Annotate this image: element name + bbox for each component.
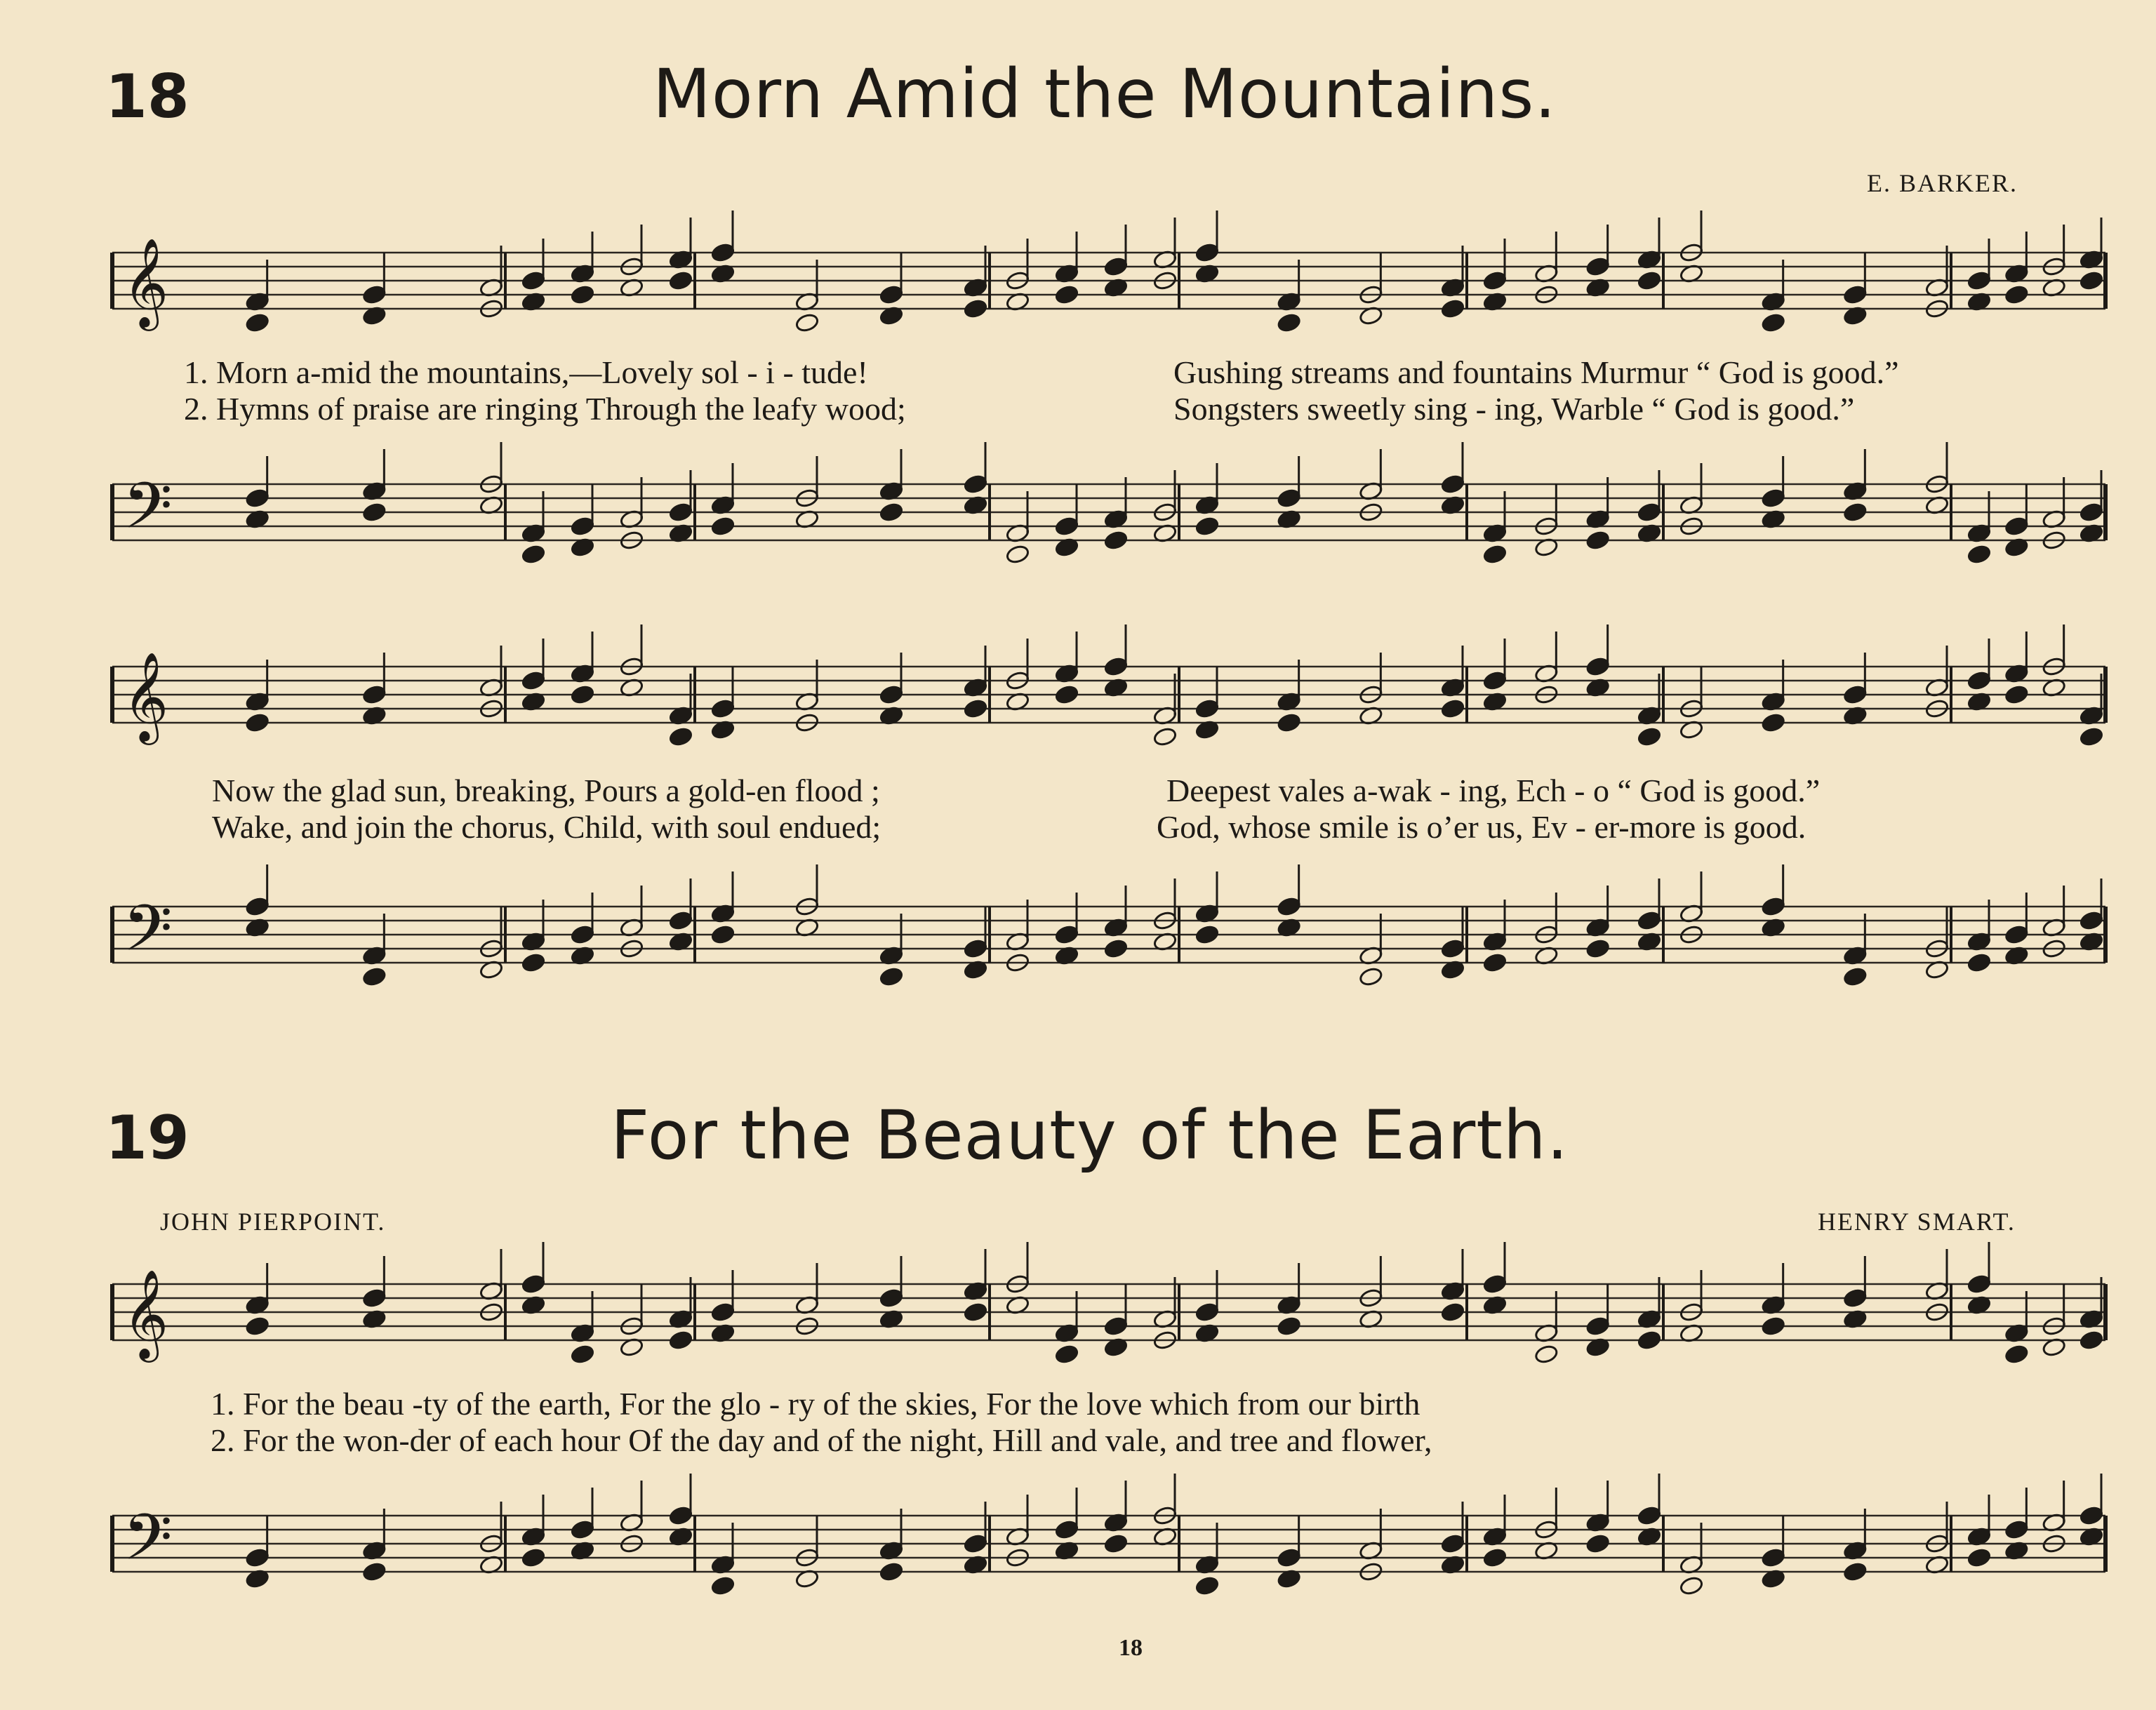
music-staff	[0, 886, 2156, 984]
music-staff	[0, 463, 2156, 561]
svg-text:𝄞: 𝄞	[123, 651, 169, 741]
svg-text:𝄢: 𝄢	[123, 1500, 173, 1590]
composer-credit: HENRY SMART.	[1818, 1208, 2016, 1236]
svg-text:𝄢: 𝄢	[123, 891, 173, 981]
lyric-line: 1. Morn a-mid the mountains,—Lovely sol - i - tude!	[184, 354, 868, 390]
music-staff	[0, 1495, 2156, 1593]
music-staff	[0, 646, 2156, 744]
music-staff	[0, 1263, 2156, 1361]
hymn-number: 19	[105, 1103, 189, 1173]
lyric-line: 2. Hymns of praise are ringing Through the leafy wood;	[184, 391, 906, 427]
hymn-title: For the Beauty of the Earth.	[611, 1096, 1569, 1175]
lyric-line: Now the glad sun, breaking, Pours a gold-en flood ;	[212, 773, 880, 808]
svg-text:𝄢: 𝄢	[123, 469, 173, 559]
lyric-line: 2. For the won-der of each hour Of the day and of the night, Hill and vale, and tree and flower,	[211, 1422, 1432, 1458]
music-staff	[0, 232, 2156, 330]
lyric-line: God, whose smile is o’er us, Ev - er-more is good.	[1157, 809, 1806, 845]
hymn-title: Morn Amid the Mountains.	[653, 55, 1557, 133]
svg-text:𝄞: 𝄞	[123, 1269, 169, 1358]
hymn-number: 18	[105, 62, 189, 132]
lyric-line: Gushing streams and fountains Murmur “ God is good.”	[1173, 354, 1899, 390]
composer-credit: E. BARKER.	[1867, 169, 2018, 197]
lyric-line: Songsters sweetly sing - ing, Warble “ God is good.”	[1173, 391, 1855, 427]
page-number: 18	[1119, 1635, 1143, 1661]
author-credit: JOHN PIERPOINT.	[160, 1208, 386, 1236]
lyric-line: 1. For the beau -ty of the earth, For the glo - ry of the skies, For the love which from our birth	[211, 1386, 1420, 1422]
lyric-line: Wake, and join the chorus, Child, with soul endued;	[212, 809, 881, 845]
lyric-line: Deepest vales a-wak - ing, Ech - o “ God is good.”	[1166, 773, 1821, 808]
svg-text:𝄞: 𝄞	[123, 237, 169, 327]
